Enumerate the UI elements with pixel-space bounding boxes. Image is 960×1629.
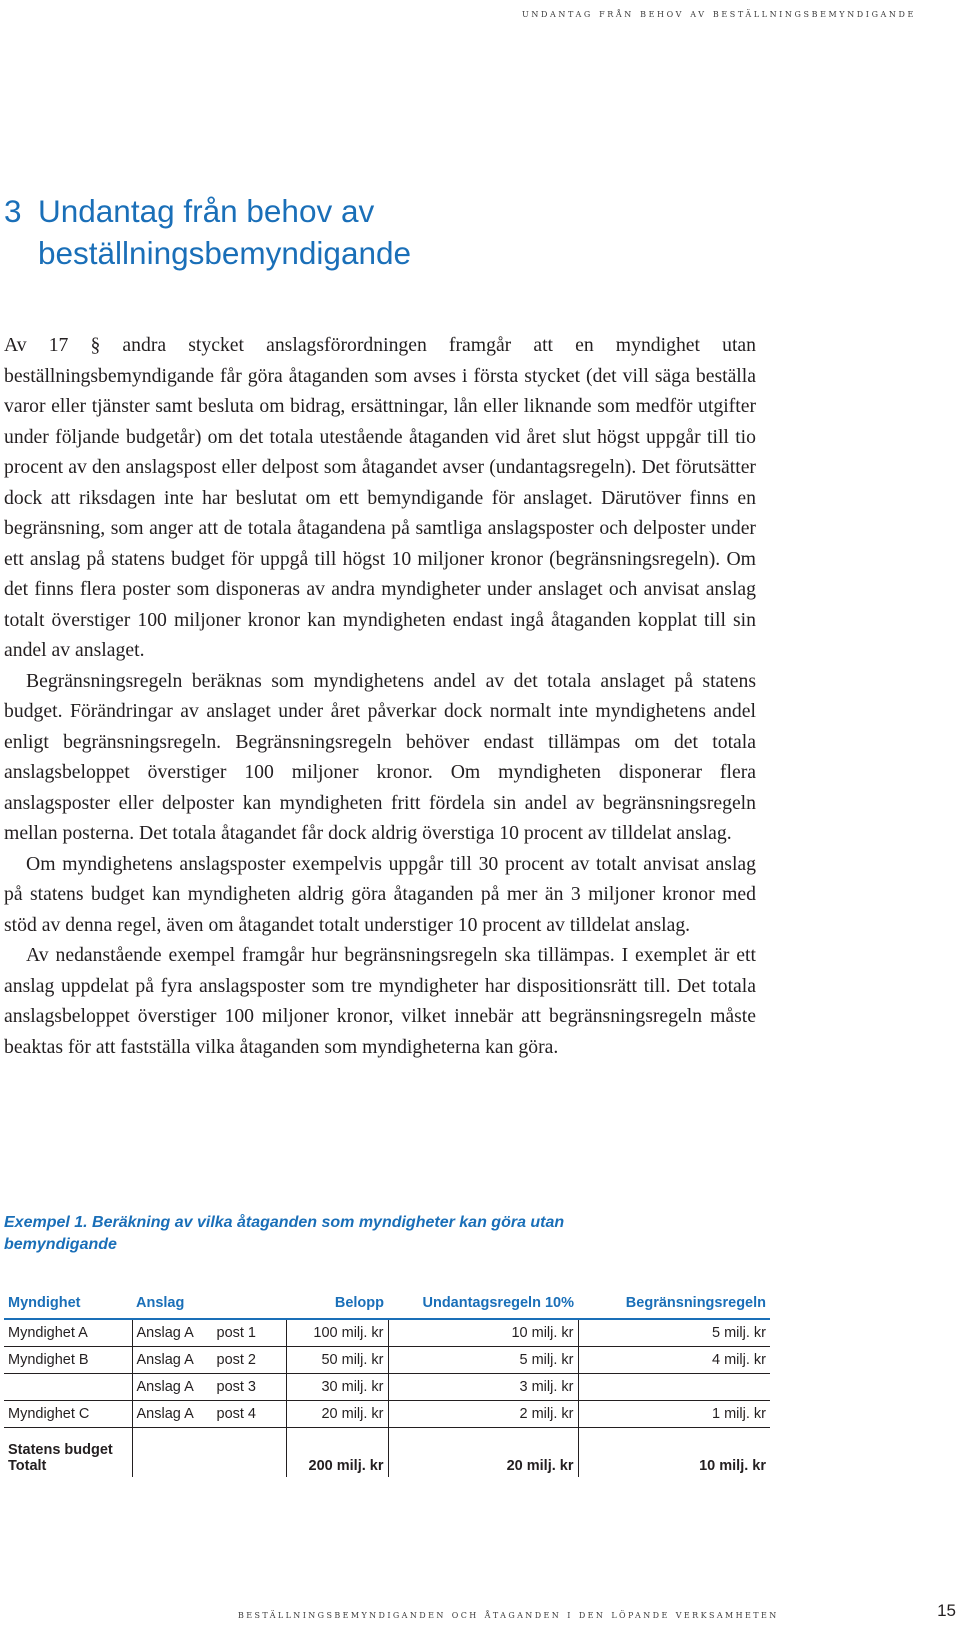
- cell-belopp: 100 milj. kr: [286, 1319, 388, 1347]
- page-number: 15: [937, 1601, 956, 1620]
- cell-begransning: 1 milj. kr: [578, 1401, 770, 1428]
- cell-anslag-name: Anslag A: [136, 1352, 194, 1368]
- paragraph: Av nedanstående exempel framgår hur begränsningsregeln ska tillämpas. I exemplet är ett anslag uppdelat på fyra anslagsposter som tre myndigheter har dispositionsrätt till. Det totala anslagsbeloppet överstiger 100 miljoner kronor, vilket innebär att begränsningsregeln måste beaktas för att fastställa vilka åtaganden som myndigheterna kan göra.: [4, 944, 756, 1058]
- cell-begransning: [578, 1374, 770, 1401]
- cell-total-undantag: 20 milj. kr: [388, 1428, 578, 1478]
- cell-myndighet: Myndighet B: [4, 1347, 132, 1374]
- cell-belopp: 20 milj. kr: [286, 1401, 388, 1428]
- cell-belopp: 30 milj. kr: [286, 1374, 388, 1401]
- table-header-row: [4, 1288, 770, 1319]
- cell-myndighet: Myndighet A: [4, 1319, 132, 1347]
- table-row: [4, 1347, 770, 1374]
- cell-undantag: 3 milj. kr: [388, 1374, 578, 1401]
- cell-anslag: [132, 1319, 286, 1347]
- cell-undantag: 5 milj. kr: [388, 1347, 578, 1374]
- running-footer: beställningsbemyndiganden och åtaganden i den löpande verksamheten: [238, 1607, 779, 1621]
- cell-post: post 2: [216, 1352, 256, 1368]
- header-undantagsregeln: Undantagsregeln 10%: [388, 1288, 578, 1319]
- cell-anslag: [132, 1347, 286, 1374]
- cell-anslag-name: Anslag A: [136, 1406, 194, 1422]
- cell-undantag: 10 milj. kr: [388, 1319, 578, 1347]
- paragraph: Av 17 § andra stycket anslagsförordningen framgår att en myndighet utan beställningsbemyndigande får göra åtaganden som avses i första stycket (det vill säga beställa varor eller tjänster samt besluta om bidrag, ersättningar, lån eller liknande som medför utgifter under följande budgetår) om det totala utestående åtaganden vid året slut högst uppgår till tio procent av den anslagspost eller delpost som åtagandet avser (undantagsregeln). Det förutsätter dock att riksdagen inte har beslutat om ett bemyndigande för anslaget. Därutöver finns en begränsning, som anger att de totala åtagandena på samtliga anslagsposter och delposter under ett anslag på statens budget för uppgå till högst 10 miljoner kronor (begränsningsregeln). Om det finns flera poster som disponeras av andra myndigheter under anslaget och anvisat anslag totalt överstiger 100 miljoner kronor kan myndigheten endast ingå åtaganden kopplat till sin andel av anslaget.: [4, 334, 756, 661]
- chapter-title-line1: Undantag från behov av: [38, 193, 375, 229]
- cell-total-begransning: 10 milj. kr: [578, 1428, 770, 1478]
- cell-anslag: [132, 1401, 286, 1428]
- chapter-title: [4, 190, 411, 274]
- paragraph: Begränsningsregeln beräknas som myndighetens andel av det totala anslaget på statens budget. Förändringar av anslaget under året påverkar dock normalt inte myndighetens andel enligt begränsningsregeln. Begränsningsregeln behöver endast tillämpas om det totala anslagsbeloppet överstiger 100 miljoner kronor. Om myndigheten disponerar flera anslagsposter eller delposter kan myndigheten fritt fördela sin andel av begränsningsregeln mellan posterna. Det totala åtagandet får dock aldrig överstiga 10 procent av tilldelat anslag.: [4, 669, 756, 844]
- chapter-number: 3: [4, 193, 22, 229]
- table-row: [4, 1319, 770, 1347]
- cell-myndighet: Myndighet C: [4, 1401, 132, 1428]
- table-row: [4, 1374, 770, 1401]
- cell-total-anslag: [132, 1428, 286, 1478]
- cell-begransning: 4 milj. kr: [578, 1347, 770, 1374]
- header-myndighet: Myndighet: [4, 1288, 132, 1319]
- cell-post: post 4: [216, 1406, 256, 1422]
- cell-anslag: [132, 1374, 286, 1401]
- paragraph: Om myndighetens anslagsposter exempelvis uppgår till 30 procent av totalt anvisat anslag på statens budget kan myndigheten aldrig göra åtaganden på mer än 3 miljoner kronor med stöd av denna regel, även om åtagandet totalt understiger 10 procent av tilldelat anslag.: [4, 852, 756, 936]
- cell-undantag: 2 milj. kr: [388, 1401, 578, 1428]
- header-begransningsregeln: Begränsningsregeln: [578, 1288, 770, 1319]
- cell-myndighet: [4, 1374, 132, 1401]
- cell-belopp: 50 milj. kr: [286, 1347, 388, 1374]
- cell-anslag-name: Anslag A: [136, 1379, 194, 1395]
- table-row: [4, 1401, 770, 1428]
- header-anslag: Anslag: [132, 1288, 286, 1319]
- cell-total-belopp: 200 milj. kr: [286, 1428, 388, 1478]
- total-label-line2: Totalt: [8, 1458, 47, 1474]
- header-belopp: Belopp: [286, 1288, 388, 1319]
- body-text: [4, 330, 756, 1062]
- chapter-title-line2: beställningsbemyndigande: [38, 235, 412, 271]
- cell-total-label: [4, 1428, 132, 1478]
- example-caption: Exempel 1. Beräkning av vilka åtaganden som myndigheter kan göra utan bemyndigande: [4, 1214, 565, 1253]
- table-total-row: [4, 1428, 770, 1478]
- total-label-line1: Statens budget: [8, 1442, 113, 1458]
- cell-post: post 3: [216, 1379, 256, 1395]
- example-table: [4, 1288, 770, 1477]
- cell-anslag-name: Anslag A: [136, 1325, 194, 1341]
- cell-begransning: 5 milj. kr: [578, 1319, 770, 1347]
- running-head: undantag från behov av beställningsbemyndigande: [522, 6, 916, 20]
- cell-post: post 1: [216, 1325, 256, 1341]
